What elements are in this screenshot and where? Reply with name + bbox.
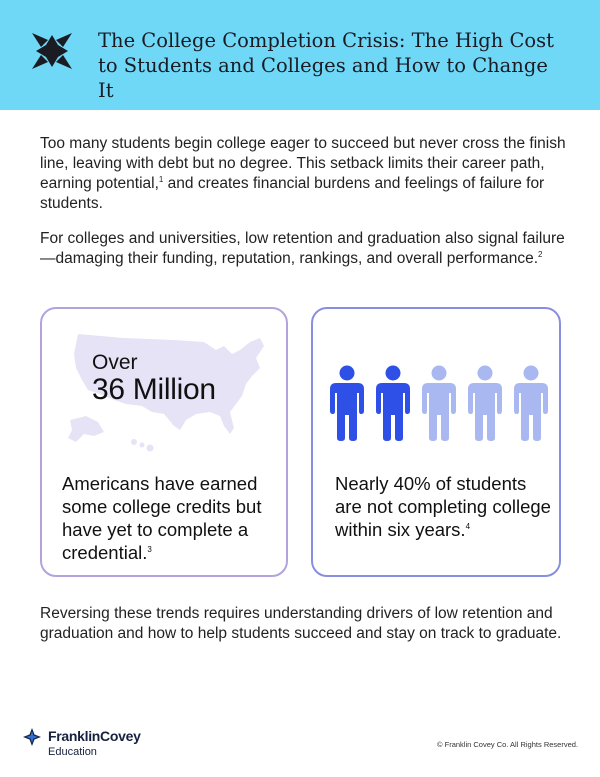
- footnote-1: 1: [158, 175, 164, 184]
- brand-name: FranklinCovey: [48, 728, 141, 744]
- footnote-3: 3: [147, 545, 152, 554]
- page-title: The College Completion Crisis: The High Cost to Students and Colleges and How to Change It: [98, 29, 554, 102]
- footnote-2: 2: [538, 250, 543, 259]
- closing-paragraph: Reversing these trends requires understanding drivers of low retention and graduation and how to help students succeed and stay on track to graduate.: [40, 605, 562, 642]
- stat-card-completion: [311, 307, 561, 577]
- footnote-4: 4: [465, 522, 471, 531]
- person-icon: [329, 365, 365, 441]
- person-icon: [467, 365, 503, 441]
- intro-paragraph-1: Too many students begin college eager to succeed but never cross the finish line, leaving with debt but no degree. This setback limits their career path, earning potential,$^1$ and creates financial burdens and feelings of failure for students.: [40, 135, 566, 212]
- stat-prefix: Over: [92, 351, 138, 374]
- stat-description: Americans have earned some college credits but have yet to complete a credential.$^3$: [62, 473, 262, 563]
- franklincovey-logo-icon: [22, 727, 42, 747]
- copyright-notice: © Franklin Covey Co. All Rights Reserved.: [437, 740, 578, 749]
- stat-description: Nearly 40% of students are not completing college within six years.$^4$: [335, 473, 551, 540]
- person-icon: [513, 365, 549, 441]
- star-compass-icon: [28, 27, 76, 75]
- person-icon: [375, 365, 411, 441]
- person-icon: [421, 365, 457, 441]
- brand-subtitle: Education: [48, 746, 97, 758]
- header-banner: [0, 0, 600, 110]
- stat-card-americans: [40, 307, 288, 577]
- stat-number: 36 Million: [92, 373, 216, 406]
- people-icon-row: [329, 365, 549, 441]
- intro-paragraph-2: For colleges and universities, low retention and graduation also signal failure—damaging their funding, reputation, rankings, and overall performance.$^2$: [40, 230, 565, 267]
